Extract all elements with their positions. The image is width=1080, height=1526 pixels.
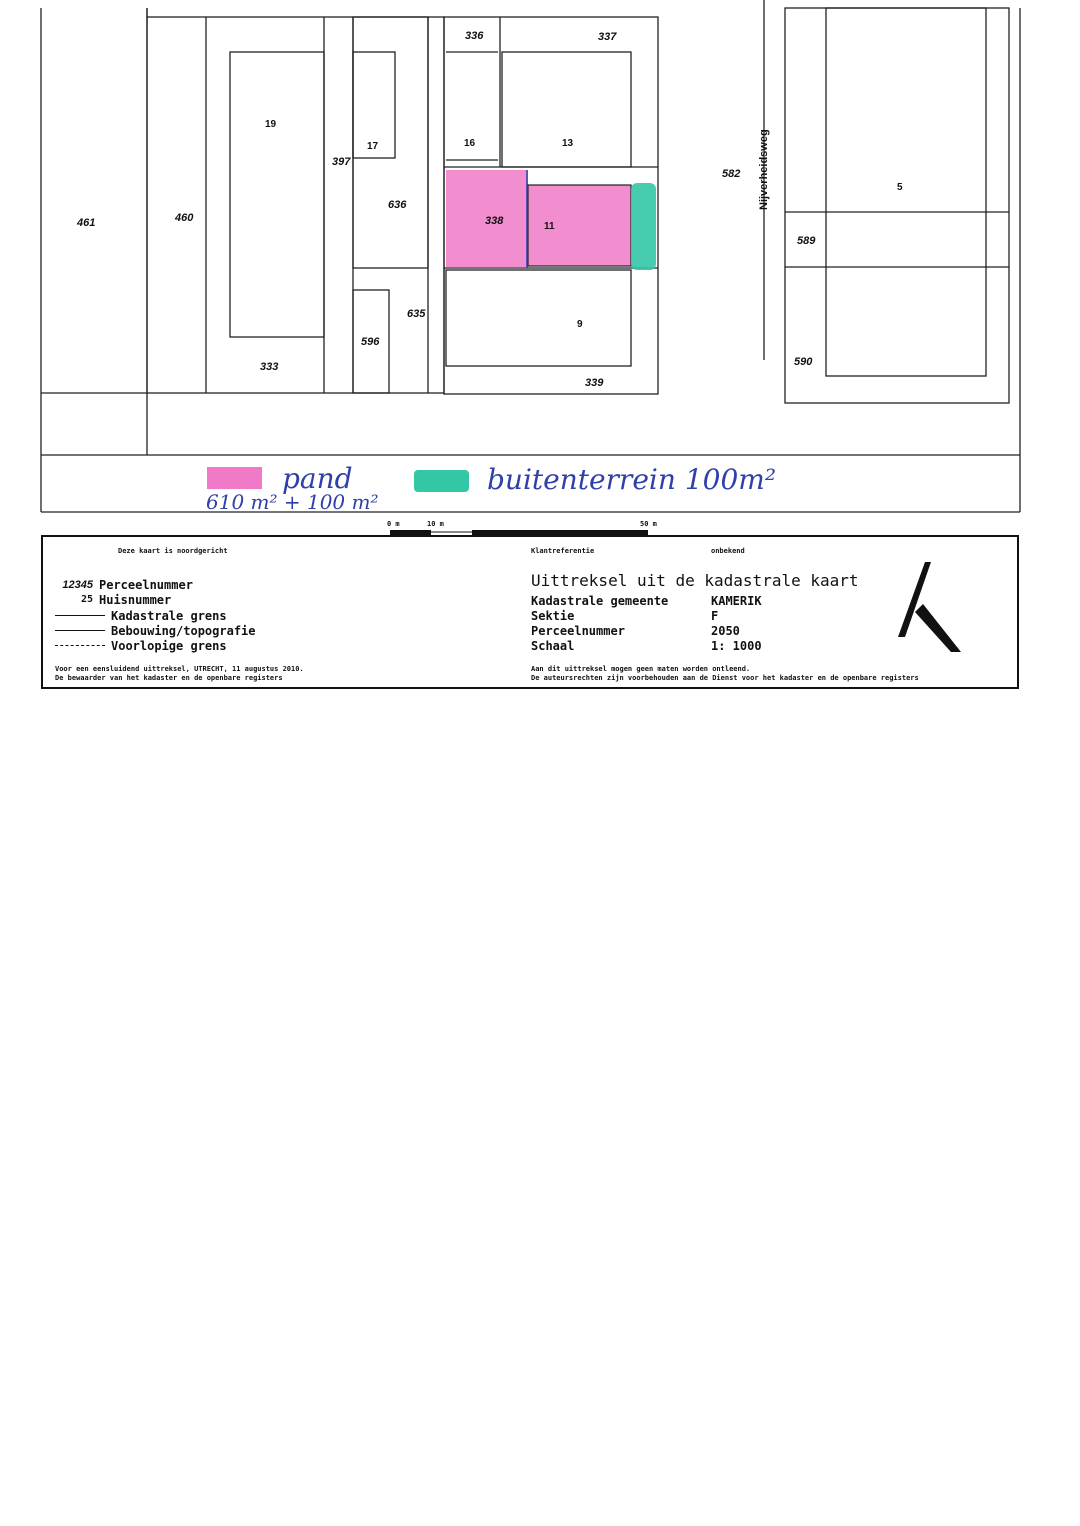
- thin-line-symbol: [55, 630, 105, 631]
- legend-box: [41, 535, 1019, 689]
- legend-key: 25: [80, 594, 93, 605]
- info-label: Sektie: [531, 609, 575, 623]
- footer-right-1: Aan dit uittreksel mogen geen maten worden ontleend.: [531, 665, 751, 673]
- info-label: Schaal: [531, 639, 575, 653]
- footer-left-1: Voor een eensluidend uittreksel, UTRECHT, 11 augustus 2010.: [55, 665, 304, 673]
- pand-swatch: [207, 467, 262, 489]
- parcel-label: 589: [797, 235, 816, 247]
- footer-right-2: De auteursrechten zijn voorbehouden aan de Dienst voor het kadaster en de openbare registers: [531, 674, 919, 682]
- parcel-label: 336: [465, 30, 484, 42]
- info-value: KAMERIK: [711, 594, 762, 608]
- legend-title: Uittreksel uit de kadastrale kaart: [531, 571, 859, 590]
- dashed-line-symbol: [55, 645, 105, 646]
- house-number: 11: [544, 221, 555, 232]
- legend-label: Huisnummer: [99, 592, 172, 607]
- orientation-note: Deze kaart is noordgericht: [118, 547, 228, 555]
- parcel-label: 338: [485, 215, 504, 227]
- parcel-label: 397: [332, 156, 351, 168]
- client-ref-value: onbekend: [711, 547, 745, 555]
- info-label: Kadastrale gemeente: [531, 594, 669, 608]
- solid-line-symbol: [55, 615, 105, 616]
- info-value: 2050: [711, 624, 740, 638]
- pand-label: pand: [282, 462, 353, 495]
- scale-label: 0 m: [387, 520, 400, 528]
- buitenterrein-highlight: [631, 183, 656, 270]
- parcel-label: 460: [175, 212, 194, 224]
- legend-label: Voorlopige grens: [111, 638, 227, 653]
- info-value: 1: 1000: [711, 639, 762, 653]
- parcel-label: 337: [598, 31, 617, 43]
- house-number: 17: [367, 141, 379, 152]
- legend-item-huisnummer: [43, 592, 171, 607]
- client-ref-label: Klantreferentie: [531, 547, 595, 555]
- scale-label: 50 m: [640, 520, 657, 528]
- parcel-label: 461: [77, 217, 96, 229]
- scale-bar: [387, 520, 657, 535]
- parcel-label: 339: [585, 377, 604, 389]
- scale-label: 10 m: [427, 520, 444, 528]
- house-number: 19: [265, 119, 277, 130]
- legend-item-bebouwing: [55, 623, 256, 638]
- legend-item-kadastrale-grens: [55, 608, 227, 623]
- parcel-label: 635: [407, 308, 426, 320]
- parcel-label: 333: [260, 361, 279, 373]
- legend-label: Kadastrale grens: [111, 608, 227, 623]
- buitenterrein-swatch: [414, 470, 469, 492]
- info-label: Perceelnummer: [531, 624, 625, 638]
- info-value: F: [711, 609, 719, 623]
- buitenterrein-label: buitenterrein 100m²: [487, 463, 777, 496]
- street-name: Nijverheidsweg: [758, 129, 770, 210]
- legend-label: Perceelnummer: [99, 577, 193, 592]
- legend-item-voorlopige-grens: [55, 638, 227, 653]
- legend-key: 12345: [62, 578, 93, 591]
- parcel-label: 636: [388, 199, 407, 211]
- house-number: 9: [577, 319, 583, 330]
- legend-item-perceelnummer: [43, 577, 193, 592]
- pand-area: 610 m² + 100 m²: [206, 490, 379, 514]
- footer-left-2: De bewaarder van het kadaster en de openbare registers: [55, 674, 283, 682]
- house-number: 13: [562, 138, 574, 149]
- parcel-label: 596: [361, 336, 380, 348]
- cadastral-map: [0, 0, 1080, 535]
- kadaster-logo: [895, 562, 967, 657]
- house-number: 16: [464, 138, 476, 149]
- parcel-label: 590: [794, 356, 813, 368]
- parcel-label: 582: [722, 168, 741, 180]
- house-number: 5: [897, 182, 903, 193]
- legend-label: Bebouwing/topografie: [111, 623, 256, 638]
